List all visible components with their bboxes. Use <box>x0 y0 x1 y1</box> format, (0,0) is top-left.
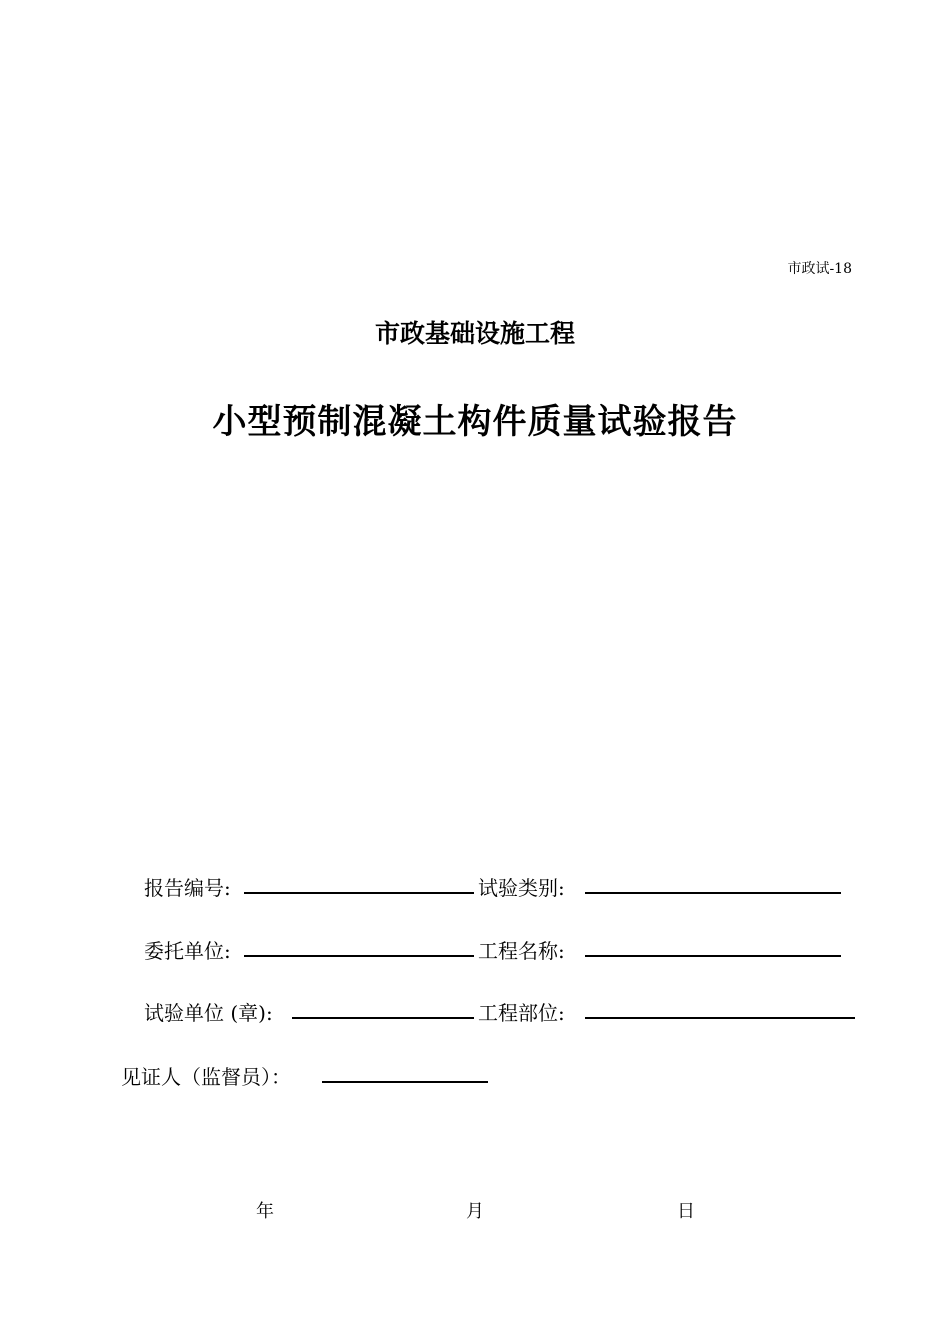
test-unit-label: 试验单位 (章): <box>144 1001 273 1025</box>
client-field[interactable] <box>244 955 474 957</box>
date-day-label: 日 <box>677 1201 695 1222</box>
report-number-label: 报告编号: <box>144 876 231 900</box>
witness-label: 见证人（监督员）： <box>121 1065 291 1089</box>
test-type-field[interactable] <box>585 892 841 894</box>
document-subtitle: 市政基础设施工程 <box>374 319 575 348</box>
document-title: 小型预制混凝土构件质量试验报告 <box>212 402 738 442</box>
project-part-field[interactable] <box>585 1017 855 1019</box>
date-year-label: 年 <box>256 1201 274 1222</box>
client-label: 委托单位: <box>144 939 231 963</box>
project-name-label: 工程名称: <box>478 939 565 963</box>
report-number-field[interactable] <box>244 892 474 894</box>
witness-field[interactable] <box>322 1081 488 1083</box>
test-unit-field[interactable] <box>292 1017 474 1019</box>
document-code: 市政试-18 <box>787 261 852 277</box>
date-month-label: 月 <box>466 1201 484 1222</box>
test-type-label: 试验类别: <box>478 876 565 900</box>
project-part-label: 工程部位: <box>478 1001 565 1025</box>
project-name-field[interactable] <box>585 955 841 957</box>
